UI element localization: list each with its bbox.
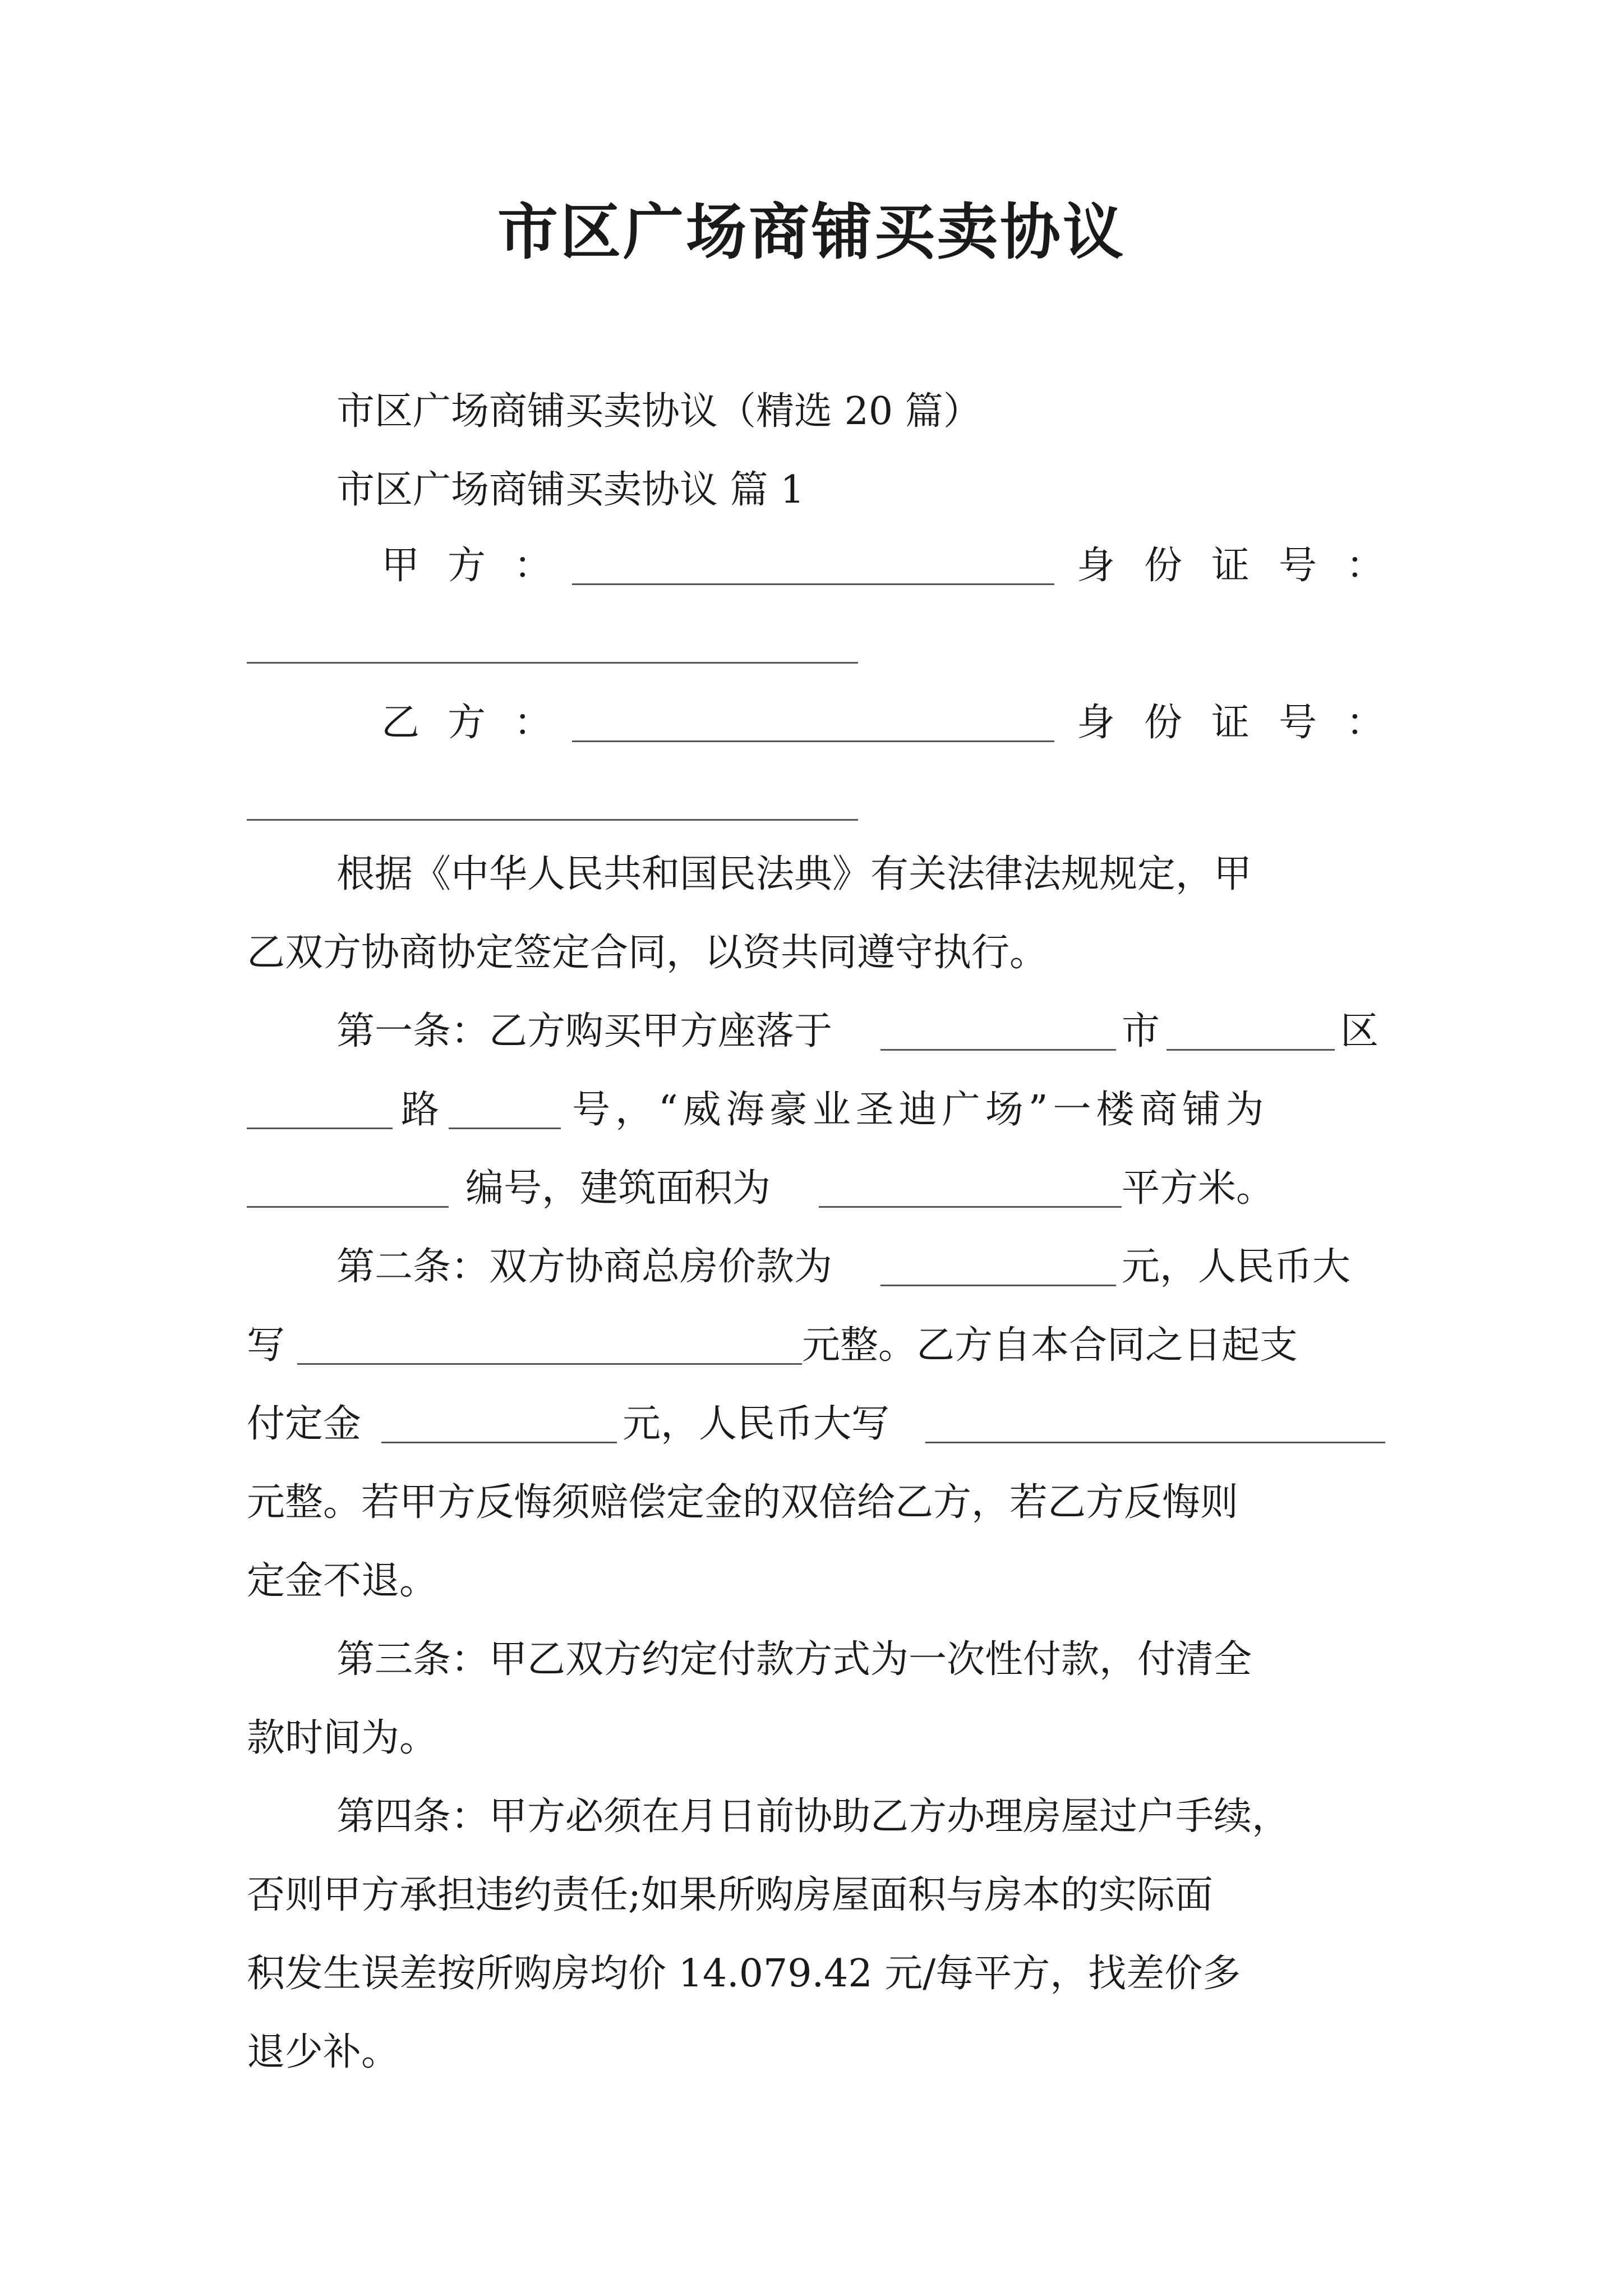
article1-road-blank[interactable] <box>247 1128 393 1129</box>
party-b-char-2: 方 <box>448 701 486 745</box>
article2-deposit-blank[interactable] <box>381 1442 617 1443</box>
party-a-char-3: ： <box>514 544 552 588</box>
article2-deposit-words-blank[interactable] <box>925 1442 1385 1443</box>
article2-line-1b: 元，人民币大 <box>1122 1245 1351 1289</box>
party-b-name-blank[interactable] <box>572 740 1054 742</box>
party-a-id-char-1: 身 <box>1077 544 1115 588</box>
party-b-id-char-1: 身 <box>1077 701 1115 745</box>
article2-line-1a: 第二条：双方协商总房价款为 <box>336 1245 833 1289</box>
party-b-id-char-2: 份 <box>1144 701 1183 745</box>
party-a-char-2: 方 <box>448 544 486 588</box>
party-b-id-char-5: ： <box>1346 701 1385 745</box>
article1-road-label: 路 <box>401 1088 440 1132</box>
party-a-char-1: 甲 <box>381 544 420 588</box>
article1-line-3b: 平方米。 <box>1122 1166 1275 1211</box>
article2-line-2a: 写 <box>247 1323 285 1368</box>
article1-number-blank[interactable] <box>449 1128 561 1129</box>
article2-line-3b: 元，人民币大写 <box>623 1402 890 1446</box>
party-a-id-char-3: 证 <box>1211 544 1250 588</box>
article2-price-words-blank[interactable] <box>297 1363 802 1365</box>
article1-city-blank[interactable] <box>880 1049 1116 1051</box>
party-b-label <box>381 701 552 745</box>
document-title: 市区广场商铺买卖协议 <box>497 197 1126 268</box>
party-b-id-char-3: 证 <box>1211 701 1250 745</box>
article4-line-1: 第四条：甲方必须在月日前协助乙方办理房屋过户手续， <box>336 1795 1290 1839</box>
subtitle: 市区广场商铺买卖协议（精选 20 篇） <box>336 389 981 434</box>
party-a-id-char-2: 份 <box>1144 544 1183 588</box>
article1-area-blank[interactable] <box>819 1206 1122 1208</box>
article1-city-label: 市 <box>1122 1009 1160 1053</box>
intro-line-1: 根据《中华人民共和国民法典》有关法律法规规定，甲 <box>336 852 1252 896</box>
article3-line-1: 第三条：甲乙双方约定付款方式为一次性付款，付清全 <box>336 1637 1252 1682</box>
chapter-heading: 市区广场商铺买卖协议 篇 1 <box>336 468 805 512</box>
party-b-id-char-4: 号 <box>1279 701 1317 745</box>
article1-line-2b: 号，“威海豪业圣迪广场”一楼商铺为 <box>572 1088 1269 1132</box>
article1-code-blank[interactable] <box>247 1206 449 1208</box>
article3-line-2: 款时间为。 <box>247 1716 438 1760</box>
article2-price-blank[interactable] <box>880 1285 1116 1286</box>
party-a-id-char-4: 号 <box>1279 544 1317 588</box>
article2-line-2b: 元整。乙方自本合同之日起支 <box>802 1323 1298 1368</box>
article2-line-3a: 付定金 <box>247 1402 362 1446</box>
party-b-id-label <box>1077 701 1385 745</box>
article1-district-blank[interactable] <box>1166 1049 1335 1051</box>
article4-line-4: 退少补。 <box>247 2030 400 2074</box>
party-b-char-3: ： <box>514 701 552 745</box>
party-b-char-1: 乙 <box>381 701 420 745</box>
party-a-id-label <box>1077 544 1385 588</box>
party-a-id-char-5: ： <box>1346 544 1385 588</box>
article2-line-5: 定金不退。 <box>247 1559 438 1603</box>
article1-line-1a: 第一条：乙方购买甲方座落于 <box>336 1009 833 1053</box>
article1-line-3a: 编号，建筑面积为 <box>465 1166 771 1211</box>
intro-line-2: 乙双方协商协定签定合同，以资共同遵守执行。 <box>247 931 1048 975</box>
article4-line-3: 积发生误差按所购房均价 14.079.42 元/每平方，找差价多 <box>247 1952 1241 1996</box>
article1-district-label: 区 <box>1340 1009 1379 1053</box>
article4-line-2: 否则甲方承担违约责任;如果所购房屋面积与房本的实际面 <box>247 1873 1213 1917</box>
party-a-name-blank[interactable] <box>572 583 1054 585</box>
article2-line-4: 元整。若甲方反悔须赔偿定金的双倍给乙方，若乙方反悔则 <box>247 1480 1239 1525</box>
party-b-id-blank[interactable] <box>247 819 858 821</box>
party-a-label <box>381 544 552 588</box>
party-a-id-blank[interactable] <box>247 662 858 664</box>
